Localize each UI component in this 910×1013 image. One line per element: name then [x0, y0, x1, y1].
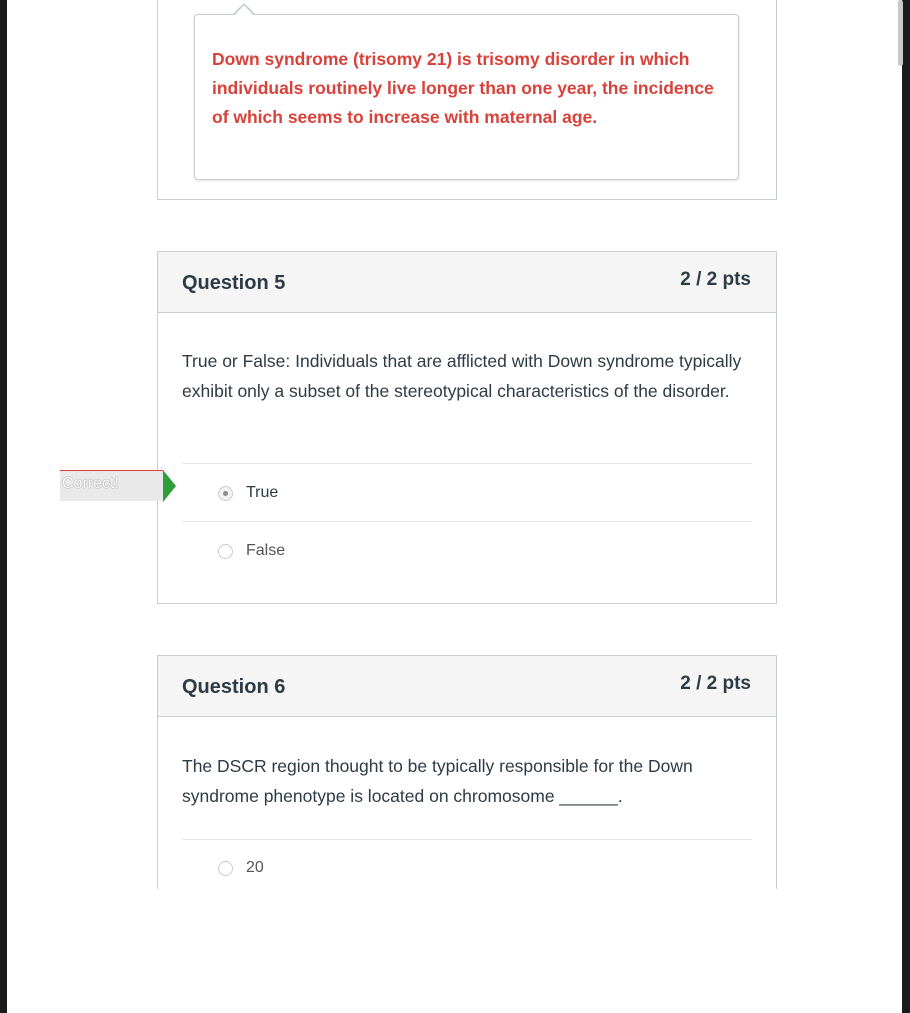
answer-feedback-box	[194, 14, 739, 180]
answers-divider	[182, 463, 752, 464]
question-text: True or False: Individuals that are afflicted with Down syndrome typically exhibit only a subset of the stereotypical characteristics of the disorder.	[182, 351, 742, 401]
feedback-pointer-inner	[235, 5, 253, 15]
question-title: Question 6	[182, 676, 286, 698]
answer-label: False	[246, 542, 286, 559]
answer-divider	[182, 521, 752, 522]
question-points: 2 / 2 pts	[680, 269, 751, 290]
radio-empty-icon[interactable]	[218, 544, 233, 559]
answer-label: 20	[246, 859, 264, 876]
question-6-card	[157, 655, 777, 889]
radio-selected-icon[interactable]	[218, 486, 233, 501]
scrollbar-thumb[interactable]	[898, 0, 903, 66]
question-title: Question 5	[182, 272, 286, 294]
question-5-card	[157, 251, 777, 604]
correct-answer-tag	[60, 470, 163, 501]
question-header	[158, 656, 776, 717]
feedback-text: Down syndrome (trisomy 21) is trisomy disorder in which individuals routinely live longer than one year, the incidence of which seems to increase with maternal age.	[212, 49, 714, 127]
correct-tag-label: Correct!	[62, 475, 119, 492]
correct-arrow-icon	[163, 470, 176, 502]
window-frame-left	[0, 0, 7, 1013]
question-header	[158, 252, 776, 313]
answer-label: True	[246, 484, 279, 501]
answers-divider	[182, 839, 752, 840]
question-points: 2 / 2 pts	[680, 673, 751, 694]
window-frame-right	[902, 0, 910, 1013]
radio-empty-icon[interactable]	[218, 861, 233, 876]
question-text: The DSCR region thought to be typically responsible for the Down syndrome phenotype is located on chromosome ______.	[182, 756, 693, 806]
